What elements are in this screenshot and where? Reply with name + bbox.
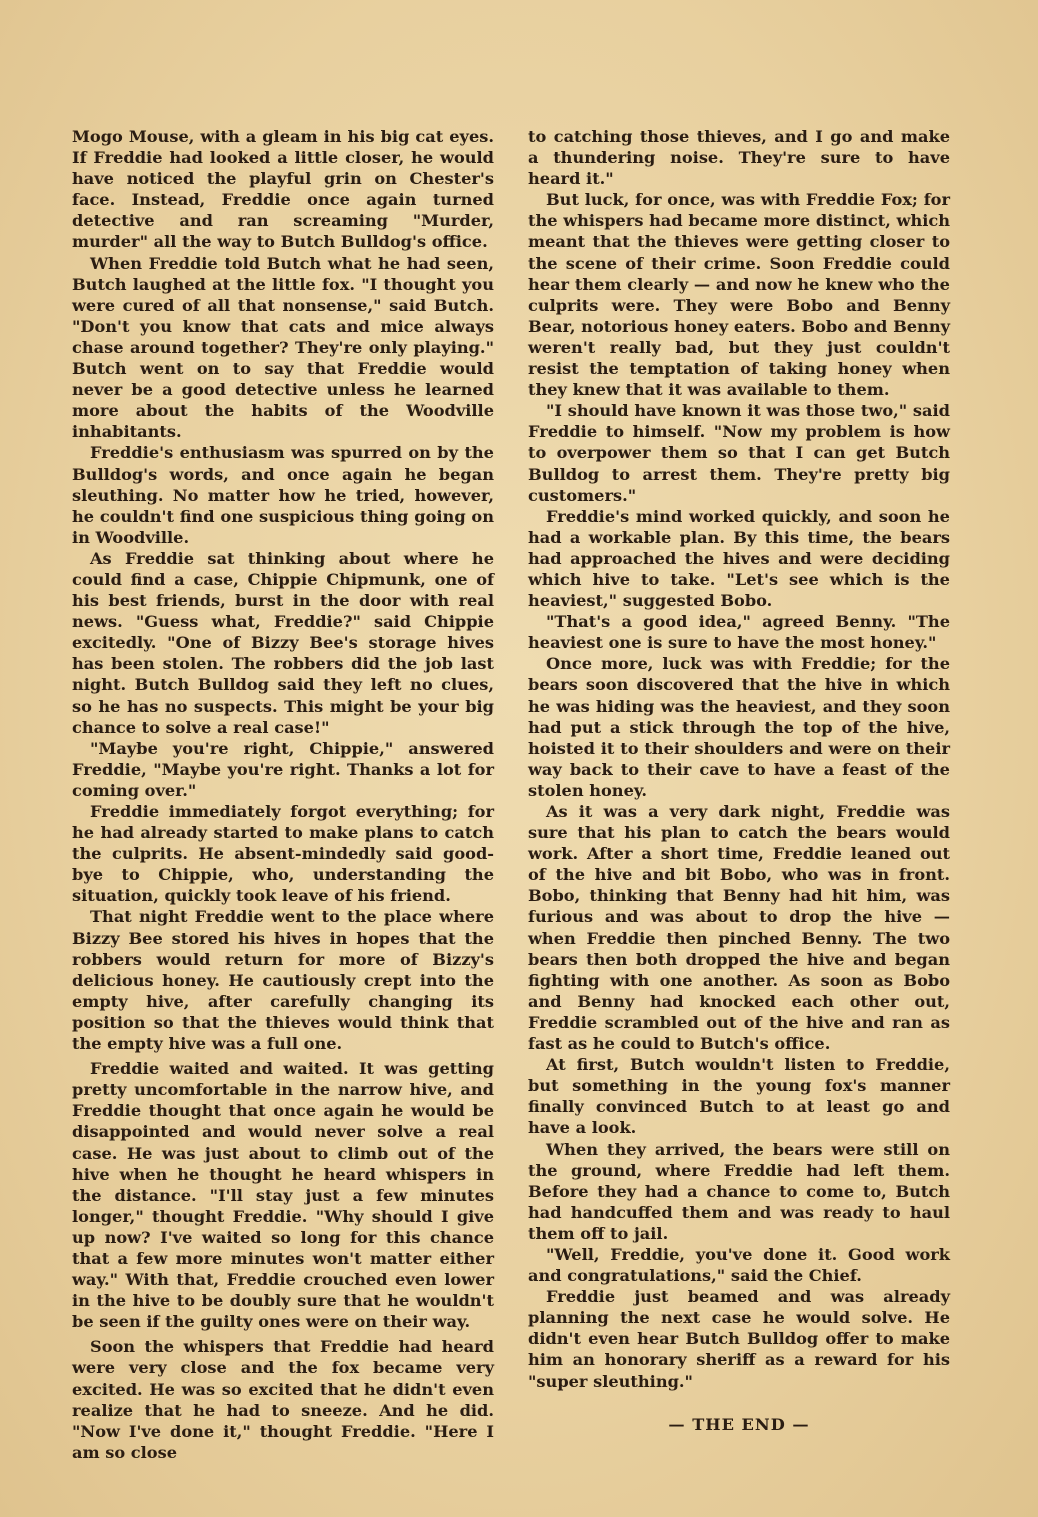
story-paragraph: Freddie waited and waited. It was getting pretty uncomfortable in the narrow hive, and Freddie thought that once again he would be disappointed and would never solve a real case. He was just about to climb out of the hive when he thought he heard whispers in the distance. "I'll stay just a few minutes longer," thought Freddie. "Why should I give up now? I've waited so long for this chance that a few more minutes won't matter either way." With that, Freddie crouched even lower in the hive to be doubly sure that he wouldn't be seen if the guilty ones were on their way. — [72, 1059, 494, 1332]
story-paragraph: That night Freddie went to the place where Bizzy Bee stored his hives in hopes that the robbers would return for more of Bizzy's delicious honey. He cautiously crept into the empty hive, after carefully changing its position so that the thieves would think that the empty hive was a full one. — [72, 907, 494, 1054]
story-paragraph: to catching those thieves, and I go and make a thundering noise. They're sure to have heard it." — [528, 127, 950, 189]
left-text-column — [72, 126, 494, 1463]
story-paragraph: When Freddie told Butch what he had seen, Butch laughed at the little fox. "I thought you were cured of all that nonsense," said Butch. "Don't you know that cats and mice always chase around together? They're only playing." Butch went on to say that Freddie would never be a good detective unless he learned more about the habits of the Woodville inhabitants. — [72, 253, 494, 442]
story-paragraph: "I should have known it was those two," said Freddie to himself. "Now my problem is how to overpower them so that I can get Butch Bulldog to arrest them. They're pretty big customers." — [528, 401, 950, 505]
story-paragraph: But luck, for once, was with Freddie Fox; for the whispers had became more distinct, which meant that the thieves were getting closer to the scene of their crime. Soon Freddie could hear them clearly — and now he knew who the culprits were. They were Bobo and Benny Bear, notorious honey eaters. Bobo and Benny weren't really bad, but they just couldn't resist the temptation of taking honey when they knew that it was available to them. — [528, 190, 950, 400]
story-paragraph: Soon the whispers that Freddie had heard were very close and the fox became very excited. He was so excited that he didn't even realize that he had to sneeze. And he did. "Now I've done it," thought Freddie. "Here I am so close — [72, 1337, 494, 1462]
story-paragraph: When they arrived, the bears were still on the ground, where Freddie had left them. Before they had a chance to come to, Butch had handcuffed them and was ready to haul them off to jail. — [528, 1139, 950, 1243]
story-paragraph: Freddie's enthusiasm was spurred on by the Bulldog's words, and once again he began sleuthing. No matter how he tried, however, he couldn't find one suspicious thing going on in Woodville. — [72, 443, 494, 547]
story-paragraph: Freddie immediately forgot everything; for he had already started to make plans to catch the culprits. He absent-mindedly said good-bye to Chippie, who, understanding the situation, quickly took leave of his friend. — [72, 802, 494, 906]
story-paragraph: As it was a very dark night, Freddie was sure that his plan to catch the bears would work. After a short time, Freddie leaned out of the hive and bit Bobo, who was in front. Bobo, thinking that Benny had hit him, was furious and was about to drop the hive — when Freddie then pinched Benny. The two bears then both dropped the hive and began fighting with one another. As soon as Bobo and Benny had knocked each other out, Freddie scrambled out of the hive and ran as fast as he could to Butch's office. — [528, 802, 950, 1054]
story-paragraph: "Maybe you're right, Chippie," answered Freddie, "Maybe you're right. Thanks a lot for coming over." — [72, 738, 494, 800]
right-text-column — [528, 126, 950, 1435]
story-paragraph: At first, Butch wouldn't listen to Freddie, but something in the young fox's manner finally convinced Butch to at least go and have a look. — [528, 1055, 950, 1138]
story-paragraph: "Well, Freddie, you've done it. Good work and congratulations," said the Chief. — [528, 1244, 950, 1286]
story-paragraph: Freddie's mind worked quickly, and soon he had a workable plan. By this time, the bears had approached the hives and were deciding which hive to take. "Let's see which is the heaviest," suggested Bobo. — [528, 506, 950, 611]
story-paragraph: As Freddie sat thinking about where he could find a case, Chippie Chipmunk, one of his best friends, burst in the door with real news. "Guess what, Freddie?" said Chippie excitedly. "One of Bizzy Bee's storage hives has been stolen. The robbers did the job last night. Butch Bulldog said they left no clues, so he has no suspects. This might be your big chance to solve a real case!" — [72, 548, 494, 737]
story-paragraph: Once more, luck was with Freddie; for the bears soon discovered that the hive in which he was hiding was the heaviest, and they soon had put a stick through the top of the hive, hoisted it to their shoulders and were on their way back to their cave to have a feast of the stolen honey. — [528, 654, 950, 800]
story-paragraph: Freddie just beamed and was already planning the next case he would solve. He didn't even hear Butch Bulldog offer to make him an honorary sheriff as a reward for his "super sleuthing." — [528, 1287, 950, 1391]
the-end-mark: — THE END — — [668, 1414, 810, 1434]
story-paragraph: Mogo Mouse, with a gleam in his big cat eyes. If Freddie had looked a little closer, he would have noticed the playful grin on Chester's face. Instead, Freddie once again turned detective and ran screaming "Murder, murder" all the way to Butch Bulldog's office. — [72, 127, 494, 252]
story-paragraph: "That's a good idea," agreed Benny. "The heaviest one is sure to have the most honey." — [528, 612, 950, 653]
